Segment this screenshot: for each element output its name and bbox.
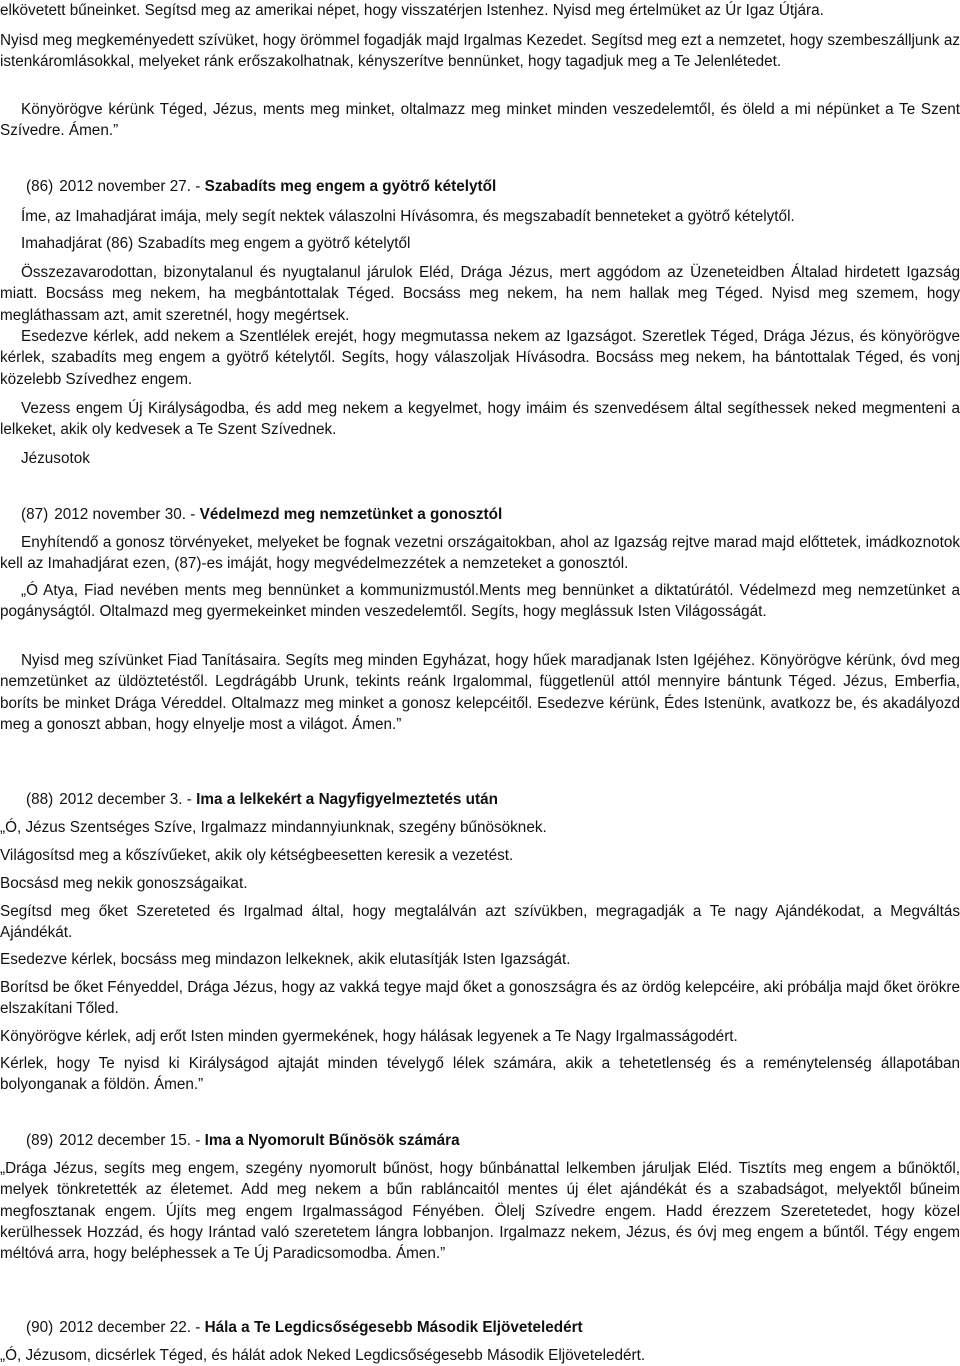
section-86-title: Szabadíts meg engem a gyötrő kételytől <box>204 178 497 195</box>
section-88-line-3: Bocsásd meg nekik gonoszságaikat. <box>0 875 248 892</box>
section-87-paragraph-1: Enyhítendő a gonosz törvényeket, melyeket be fognak vezetni országaitokban, ahol az Igazság rejtve marad majd előttetek, imádkoznotok kell az Imahadjárat ezen, (87)-es imáját, hogy megvédelmezzétek a nemzeteket a gonosztól. <box>0 534 960 573</box>
section-88-paragraph-8: Kérlek, hogy Te nyisd ki Királyságod ajtaját minden tévelygő lélek számára, akik a tehetetlenség és a reménytelenség állapotában bolyonganak a földön. Ámen.” <box>0 1055 960 1094</box>
section-89-date: 2012 december 15. - <box>59 1132 201 1149</box>
section-87-number: (87) <box>21 506 49 523</box>
section-88-line-7: Könyörögve kérlek, adj erőt Isten minden gyermekének, hogy hálásak legyenek a Te Nagy Irgalmasságodért. <box>0 1028 738 1045</box>
section-86-paragraph-4: Vezess engem Új Királyságodba, és add meg nekem a kegyelmet, hogy imáim és szenvedésem által segíthessek neked megmenteni a lelkeket, akik oly kedvesek a Te Szent Szívednek. <box>0 400 960 439</box>
section-87-heading <box>0 504 502 525</box>
section-86-paragraph-2: Összezavarodottan, bizonytalanul és nyugtalanul járulok Eléd, Drága Jézus, mert aggódom az Üzeneteidben Általad hirdetett Igazság miatt. Bocsáss meg nekem, ha megbántottalak Téged. Bocsáss meg nekem, ha nem hallak meg Téged. Nyisd meg szemem, hogy megláthassam azt, amit szeretnél, hogy megértsek. <box>0 264 960 324</box>
section-89-heading <box>0 1130 460 1151</box>
section-87-paragraph-2: „Ó Atya, Fiad nevében ments meg bennünket a kommunizmustól.Ments meg bennünket a diktatúrától. Védelmezd meg nemzetünket a pogányságtól. Oltalmazd meg gyermekeinket minden veszedelemtől. Segíts, hogy meglássuk Isten Világosságát. <box>0 582 960 621</box>
section-86-heading <box>0 176 496 197</box>
section-86-paragraph-3: Esedezve kérlek, add nekem a Szentlélek erejét, hogy megmutassa nekem az Igazságot. Szeretlek Téged, Drága Jézus, és könyörögve kérlek, szabadíts meg engem a gyötrő kételytől. Segíts, hogy válaszoljak Hívásodra. Bocsáss meg nekem, ha bántottalak Téged, és vonj közelebb Szívedhez engem. <box>0 328 960 388</box>
intro-paragraph: Nyisd meg megkeményedett szívüket, hogy örömmel fogadják majd Irgalmas Kezedet. Segítsd meg ezt a nemzetet, hogy szembeszálljunk az istenkáromlásokkal, melyeket ránk erőszakolhatnak, kényszerítve bennünket, hogy tagadjuk meg a Te Jelenlétedet. <box>0 32 960 71</box>
section-86-paragraph-1: Íme, az Imahadjárat imája, mely segít nektek válaszolni Hívásomra, és megszabadít benneteket a gyötrő kételytől. <box>21 208 795 225</box>
section-88-number: (88) <box>26 791 54 808</box>
section-88-heading <box>0 789 498 810</box>
section-86-number: (86) <box>26 178 54 195</box>
section-87-paragraph-3: Nyisd meg szívünket Fiad Tanításaira. Segíts meg minden Egyházat, hogy hűek maradjanak Isten Igéjéhez. Könyörögve kérünk, óvd meg nemzetünket az üldöztetéstől. Legdrágább Urunk, tekints reánk Irgalommal, függetlenül attól mennyire bántunk Téged. Jézus, Emberfia, boríts be minket Drága Véreddel. Oltalmazz meg minket a gonosz kelepcéitől. Esedezve kérünk, Édes Istenünk, avatkozz be, és akadályozd meg a gonoszt abban, hogy elnyelje most a világot. Ámen.” <box>0 652 960 733</box>
section-90-title: Hála a Te Legdicsőségesebb Második Eljöveteledért <box>204 1319 583 1336</box>
section-88-line-5: Esedezve kérlek, bocsáss meg mindazon lelkeknek, akik elutasítják Isten Igazságát. <box>0 951 571 968</box>
section-90-number: (90) <box>26 1319 54 1336</box>
section-86-date: 2012 november 27. - <box>59 178 201 195</box>
section-88-paragraph-4: Segítsd meg őket Szereteted és Irgalmad által, hogy megtalálván azt szívükben, megragadják a Te nagy Ajándékodat, a Megváltás Ajándékát. <box>0 903 960 942</box>
section-88-date: 2012 december 3. - <box>59 791 192 808</box>
section-90-date: 2012 december 22. - <box>59 1319 201 1336</box>
section-88-title: Ima a lelkekért a Nagyfigyelmeztetés után <box>196 791 498 808</box>
section-88-line-1: „Ó, Jézus Szentséges Szíve, Irgalmazz mindannyiunknak, szegény bűnösöknek. <box>0 819 547 836</box>
section-88-line-2: Világosítsd meg a kőszívűeket, akik oly kétségbeesetten keresik a vezetést. <box>0 847 514 864</box>
section-90-heading <box>0 1317 583 1338</box>
intro-line: elkövetett bűneinket. Segítsd meg az amerikai népet, hogy visszatérjen Istenhez. Nyisd meg értelmüket az Úr Igaz Útjára. <box>0 2 824 19</box>
intro-closing-paragraph: Könyörögve kérünk Téged, Jézus, ments meg minket, oltalmazz meg minket minden veszedelemtől, és öleld a mi népünket a Te Szent Szívedre. Ámen.” <box>0 101 960 140</box>
section-90-line-1: „Ó, Jézusom, dicsérlek Téged, és hálát adok Neked Legdicsőségesebb Második Eljöveteledért. <box>0 1347 646 1364</box>
section-89-paragraph-1: „Drága Jézus, segíts meg engem, szegény nyomorult bűnöst, hogy bűnbánattal lelkemben járuljak Eléd. Tisztíts meg engem a bűnöktől, melyek tönkretették az életemet. Add meg nekem a bűn rabláncaitól mentes új élet ajándékát és a szabadságot, melyektől bűneim megfosztanak engem. Újíts meg engem Irgalmasságod Fényében. Ölelj Szívedre engem. Hadd érezzem Szeretetedet, hogy közel kerülhessek Hozzád, és hogy Irántad való szeretetem lángra lobbanjon. Irgalmazz nekem, Jézus, és óvj meg engem a bűntől. Tégy engem méltóvá arra, hogy beléphessek a Te Új Paradicsomodba. Ámen.” <box>0 1160 960 1263</box>
section-87-date: 2012 november 30. - <box>54 506 196 523</box>
section-89-number: (89) <box>26 1132 54 1149</box>
section-86-signature: Jézusotok <box>21 450 90 467</box>
section-89-title: Ima a Nyomorult Bűnösök számára <box>204 1132 460 1149</box>
section-88-paragraph-6: Borítsd be őket Fényeddel, Drága Jézus, hogy az vakká tegye majd őket a gonoszságra és az ördög kelepcéire, aki próbálja majd őket örökre elszakítani Tőled. <box>0 979 960 1018</box>
section-86-prayer-title: Imahadjárat (86) Szabadíts meg engem a gyötrő kételytől <box>21 235 411 252</box>
section-87-title: Védelmezd meg nemzetünket a gonosztól <box>199 506 503 523</box>
